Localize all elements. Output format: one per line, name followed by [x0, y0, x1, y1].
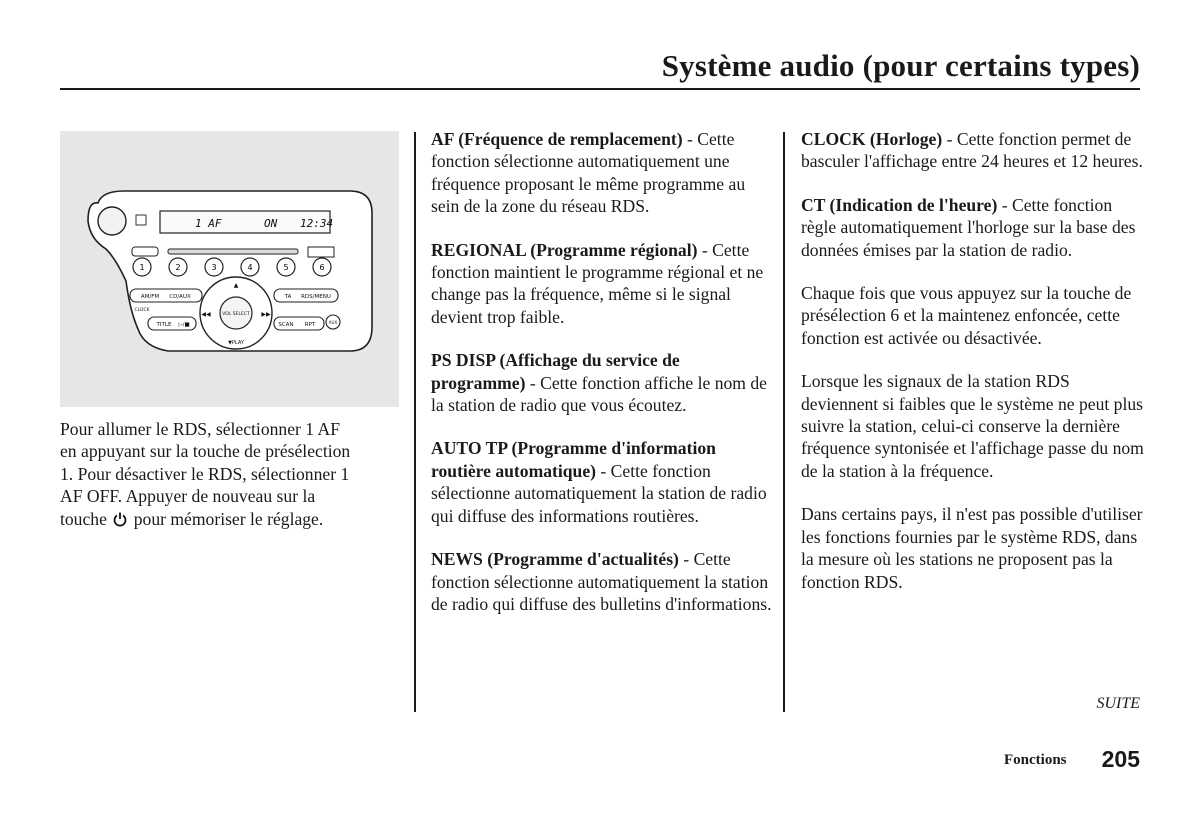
regional-sep: -	[697, 239, 713, 260]
news-term: NEWS (Programme d'actualités)	[431, 549, 679, 570]
skip-back-icon: ◀◀	[201, 311, 211, 318]
preset-3: 3	[211, 263, 217, 272]
radio-illustration	[60, 131, 399, 407]
country-paragraph: Dans certains pays, il n'est pas possible d'utiliser les fonctions fournies par le système RDS, dans la mesure où les stations ne proposent pas la fonction RDS.	[801, 504, 1143, 592]
af-definition	[431, 128, 776, 218]
header-rule	[60, 88, 1140, 90]
play-label: ▼PLAY	[228, 340, 244, 346]
section-label: Fonctions	[1004, 752, 1067, 768]
continued-label: SUITE	[1096, 695, 1140, 712]
preset-5: 5	[283, 263, 289, 272]
am-fm-label: AM/FM	[140, 294, 160, 300]
regional-term: REGIONAL (Programme régional)	[431, 239, 698, 260]
skip-forward-icon: ▶▶	[261, 311, 271, 318]
rpt-label: RPT	[304, 322, 316, 328]
ct-term: CT (Indication de l'heure)	[801, 194, 998, 215]
news-sep: -	[678, 549, 694, 570]
clock-definition	[801, 128, 1146, 173]
auto-tp-definition	[431, 437, 776, 527]
clock-desc: Cette fonction permet de basculer l'affichage entre 24 heures et 12 heures.	[801, 129, 1143, 172]
page-title: Système audio (pour certains types)	[661, 48, 1140, 83]
clock-label: CLOCK	[134, 308, 150, 313]
auto-tp-sep: -	[596, 460, 611, 481]
preset-6: 6	[319, 263, 325, 272]
cd-slot	[168, 249, 298, 254]
af-term: AF (Fréquence de remplacement)	[431, 129, 683, 149]
display-middle: ON	[264, 217, 278, 230]
display-right: 12:34	[300, 217, 334, 230]
ps-disp-definition	[431, 349, 776, 416]
weak-signal-paragraph: Lorsque les signaux de la station RDS deviennent si faibles que le système ne peut plus suivre la station, celui-ci conserve la dernière fréquence syntonisée et l'affichage passe du nom de la station à la fréquence.	[801, 371, 1144, 481]
vol-select-label: VOL SELECT	[222, 312, 250, 317]
rds-instructions-text: Pour allumer le RDS, sélectionner 1 AF en appuyant sur la touche de présélection 1. Pour désactiver le RDS, sélectionner 1 AF OFF. Appuyer de nouveau sur la touche	[60, 419, 351, 529]
regional-desc: Cette fonction maintient le programme régional et ne change pas la fréquence, même si le signal devient trop faible.	[431, 239, 764, 327]
display-left: 1 AF	[195, 217, 222, 230]
rds-instructions	[60, 418, 360, 530]
ta-label: TA	[284, 294, 292, 300]
rds-instructions-end: pour mémoriser le réglage.	[133, 508, 324, 529]
play-cd-label: ▷/■	[178, 322, 190, 328]
ct-definition	[801, 194, 1146, 261]
af-desc: Cette fonction sélectionne automatiquement une fréquence proposant le même programme au sein de la zone du réseau RDS.	[431, 129, 746, 217]
power-icon	[113, 512, 127, 527]
column-divider-2	[783, 132, 785, 712]
af-sep: -	[682, 129, 698, 149]
column-right	[801, 128, 1146, 614]
rds-menu-label: RDS/MENU	[301, 294, 331, 300]
auto-tp-desc: Cette fonction sélectionne automatiquement la station de radio qui diffuse des informations routières.	[431, 460, 767, 526]
ps-disp-desc: Cette fonction affiche le nom de la station de radio que vous écoutez.	[431, 372, 767, 416]
page-number: 205	[1101, 746, 1140, 772]
ps-disp-term: PS DISP (Affichage du service de programme)	[431, 350, 680, 393]
radio-panel-drawing	[60, 131, 399, 407]
regional-definition	[431, 239, 776, 329]
aux-label: AUX	[328, 320, 338, 325]
preset-1: 1	[139, 263, 145, 272]
preset-2: 2	[175, 263, 181, 272]
clock-term: CLOCK (Horloge)	[801, 129, 943, 149]
scan-label: SCAN	[278, 322, 294, 328]
clock-sep: -	[942, 129, 957, 149]
preset-4: 4	[247, 263, 253, 272]
title-label: TITLE	[156, 322, 172, 328]
ps-disp-sep: -	[525, 372, 541, 393]
news-definition	[431, 548, 776, 615]
up-arrow-icon: ▲	[233, 282, 239, 289]
preset-6-paragraph: Chaque fois que vous appuyez sur la touche de présélection 6 et la maintenez enfoncée, cette fonction est activée ou désactivée.	[801, 283, 1132, 348]
auto-tp-term: AUTO TP (Programme d'information routière automatique)	[431, 438, 716, 481]
ct-sep: -	[997, 194, 1012, 215]
column-middle	[431, 128, 776, 636]
cd-aux-label: CD/AUX	[169, 294, 191, 300]
ct-desc: Cette fonction règle automatiquement l'horloge sur la base des données émises par la station de radio.	[801, 194, 1136, 260]
column-left	[60, 418, 360, 551]
power-knob-icon	[98, 207, 126, 235]
column-divider-1	[414, 132, 416, 712]
news-desc: Cette fonction sélectionne automatiquement la station de radio qui diffuse des bulletins d'informations.	[431, 549, 772, 614]
